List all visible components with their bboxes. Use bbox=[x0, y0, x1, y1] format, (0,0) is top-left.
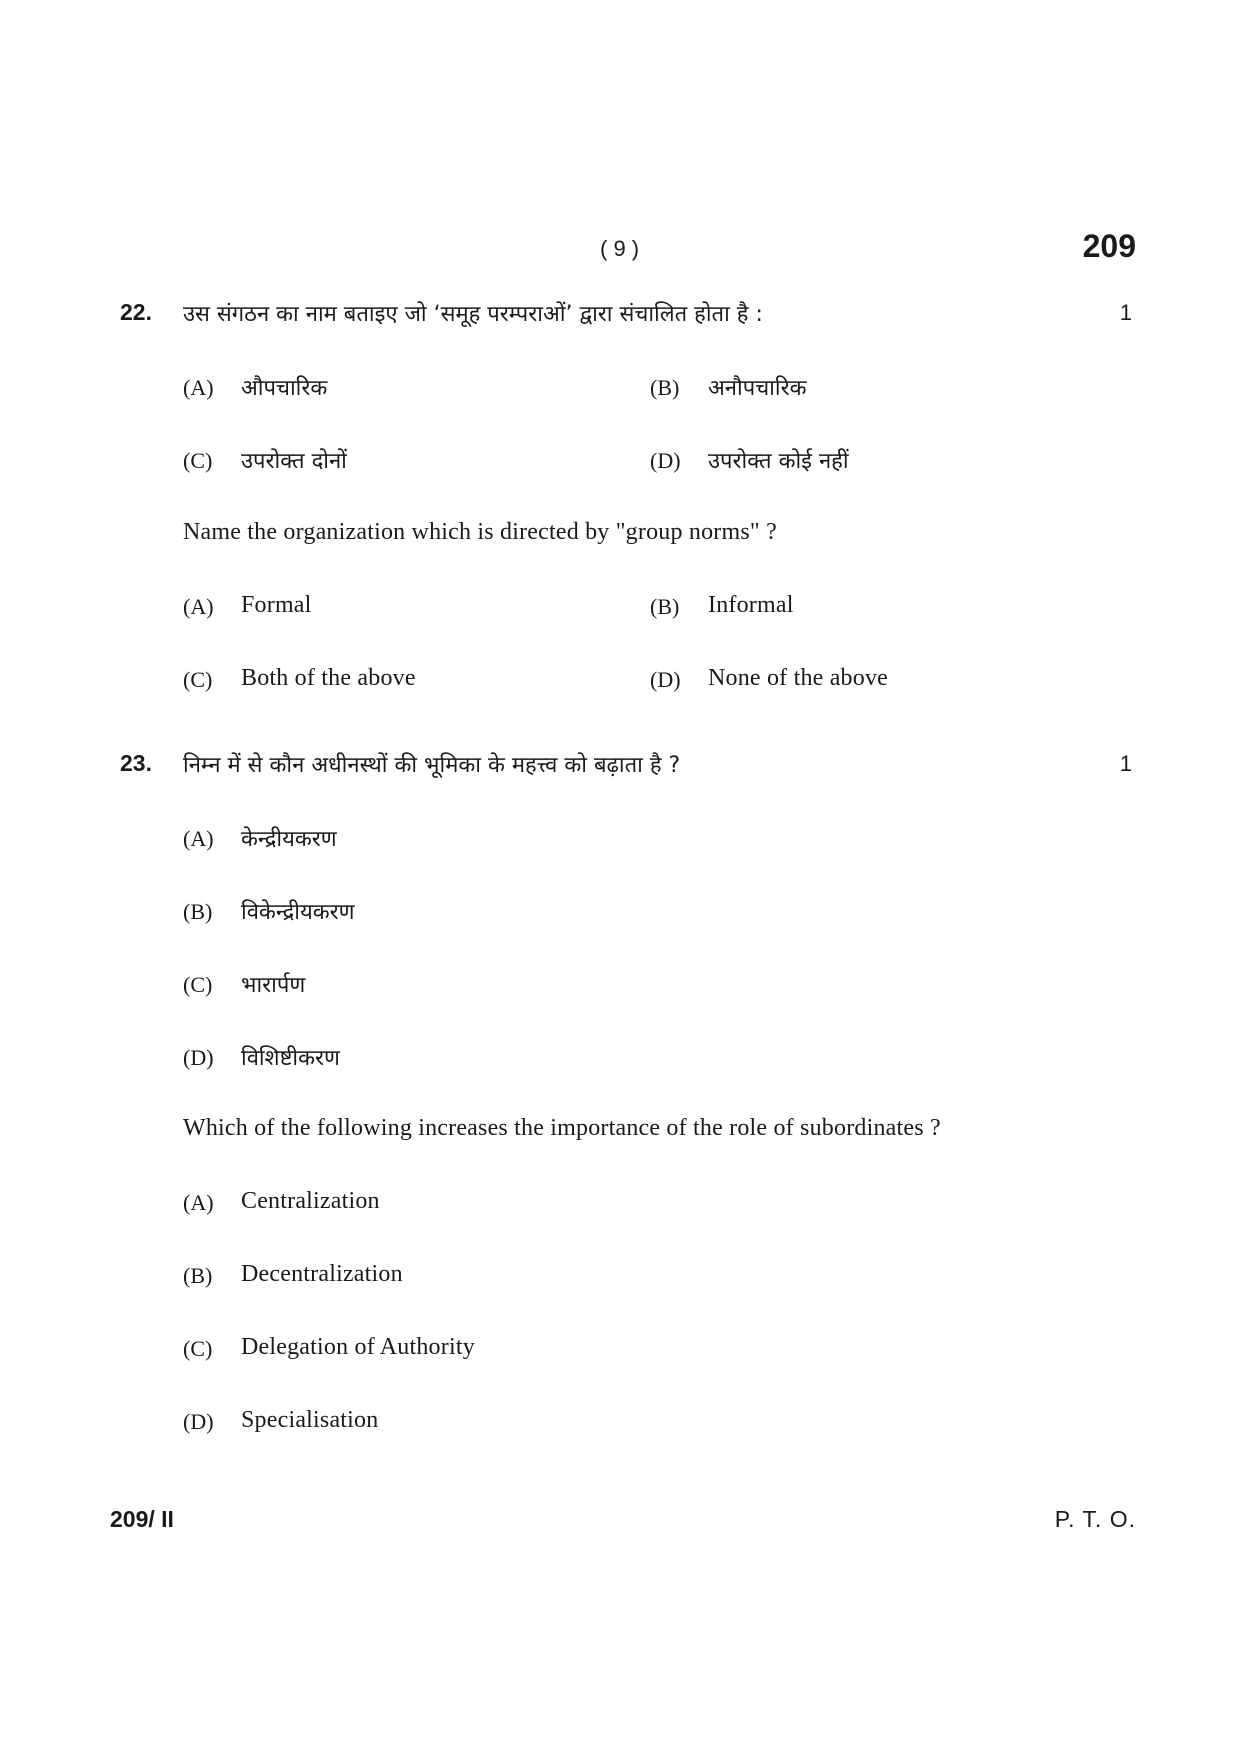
option-letter: (C) bbox=[183, 972, 213, 997]
subject-code: 209 bbox=[1082, 228, 1136, 264]
option-text: Centralization bbox=[241, 1188, 380, 1214]
option-text: Decentralization bbox=[241, 1261, 403, 1287]
paper-code: 209/ II bbox=[110, 1506, 174, 1532]
option-text: Informal bbox=[708, 592, 794, 618]
option-letter: (B) bbox=[183, 1263, 213, 1288]
question-number: 23. bbox=[120, 750, 152, 776]
option-letter: (B) bbox=[650, 594, 680, 619]
option-text: Delegation of Authority bbox=[241, 1334, 475, 1360]
option-letter: (D) bbox=[650, 448, 681, 473]
question-text-english: Name the organization which is directed by "group norms" ? bbox=[183, 519, 777, 545]
option-text: उपरोक्त दोनों bbox=[241, 449, 347, 474]
option-letter: (A) bbox=[183, 826, 214, 851]
option-letter: (A) bbox=[183, 375, 214, 400]
question-text-hindi: निम्न में से कौन अधीनस्थों की भूमिका के महत्त्व को बढ़ाता है ? bbox=[183, 753, 681, 778]
option-text: Formal bbox=[241, 592, 312, 618]
question-number: 22. bbox=[120, 299, 152, 325]
option-text: विशिष्टीकरण bbox=[241, 1046, 340, 1071]
option-text: अनौपचारिक bbox=[708, 376, 807, 401]
option-letter: (D) bbox=[650, 667, 681, 692]
page-number: ( 9 ) bbox=[600, 236, 640, 261]
option-text: Both of the above bbox=[241, 665, 416, 691]
question-marks: 1 bbox=[1119, 300, 1132, 325]
question-text-english: Which of the following increases the importance of the role of subordinates ? bbox=[183, 1115, 941, 1141]
option-letter: (C) bbox=[183, 1336, 213, 1361]
option-letter: (D) bbox=[183, 1409, 214, 1434]
option-text: केन्द्रीयकरण bbox=[241, 827, 337, 852]
option-letter: (A) bbox=[183, 1190, 214, 1215]
question-text-hindi: उस संगठन का नाम बताइए जो ‘समूह परम्पराओं’ द्वारा संचालित होता है : bbox=[183, 302, 763, 327]
option-text: औपचारिक bbox=[241, 376, 328, 401]
option-text: None of the above bbox=[708, 665, 889, 691]
option-letter: (B) bbox=[183, 899, 213, 924]
option-letter: (A) bbox=[183, 594, 214, 619]
option-letter: (D) bbox=[183, 1045, 214, 1070]
option-text: Specialisation bbox=[241, 1407, 379, 1433]
option-letter: (B) bbox=[650, 375, 680, 400]
question-marks: 1 bbox=[1119, 751, 1132, 776]
option-letter: (C) bbox=[183, 667, 213, 692]
option-text: भारार्पण bbox=[241, 973, 306, 998]
pto-label: P. T. O. bbox=[1054, 1506, 1136, 1532]
option-text: उपरोक्त कोई नहीं bbox=[708, 449, 849, 474]
option-letter: (C) bbox=[183, 448, 213, 473]
option-text: विकेन्द्रीयकरण bbox=[241, 900, 355, 925]
